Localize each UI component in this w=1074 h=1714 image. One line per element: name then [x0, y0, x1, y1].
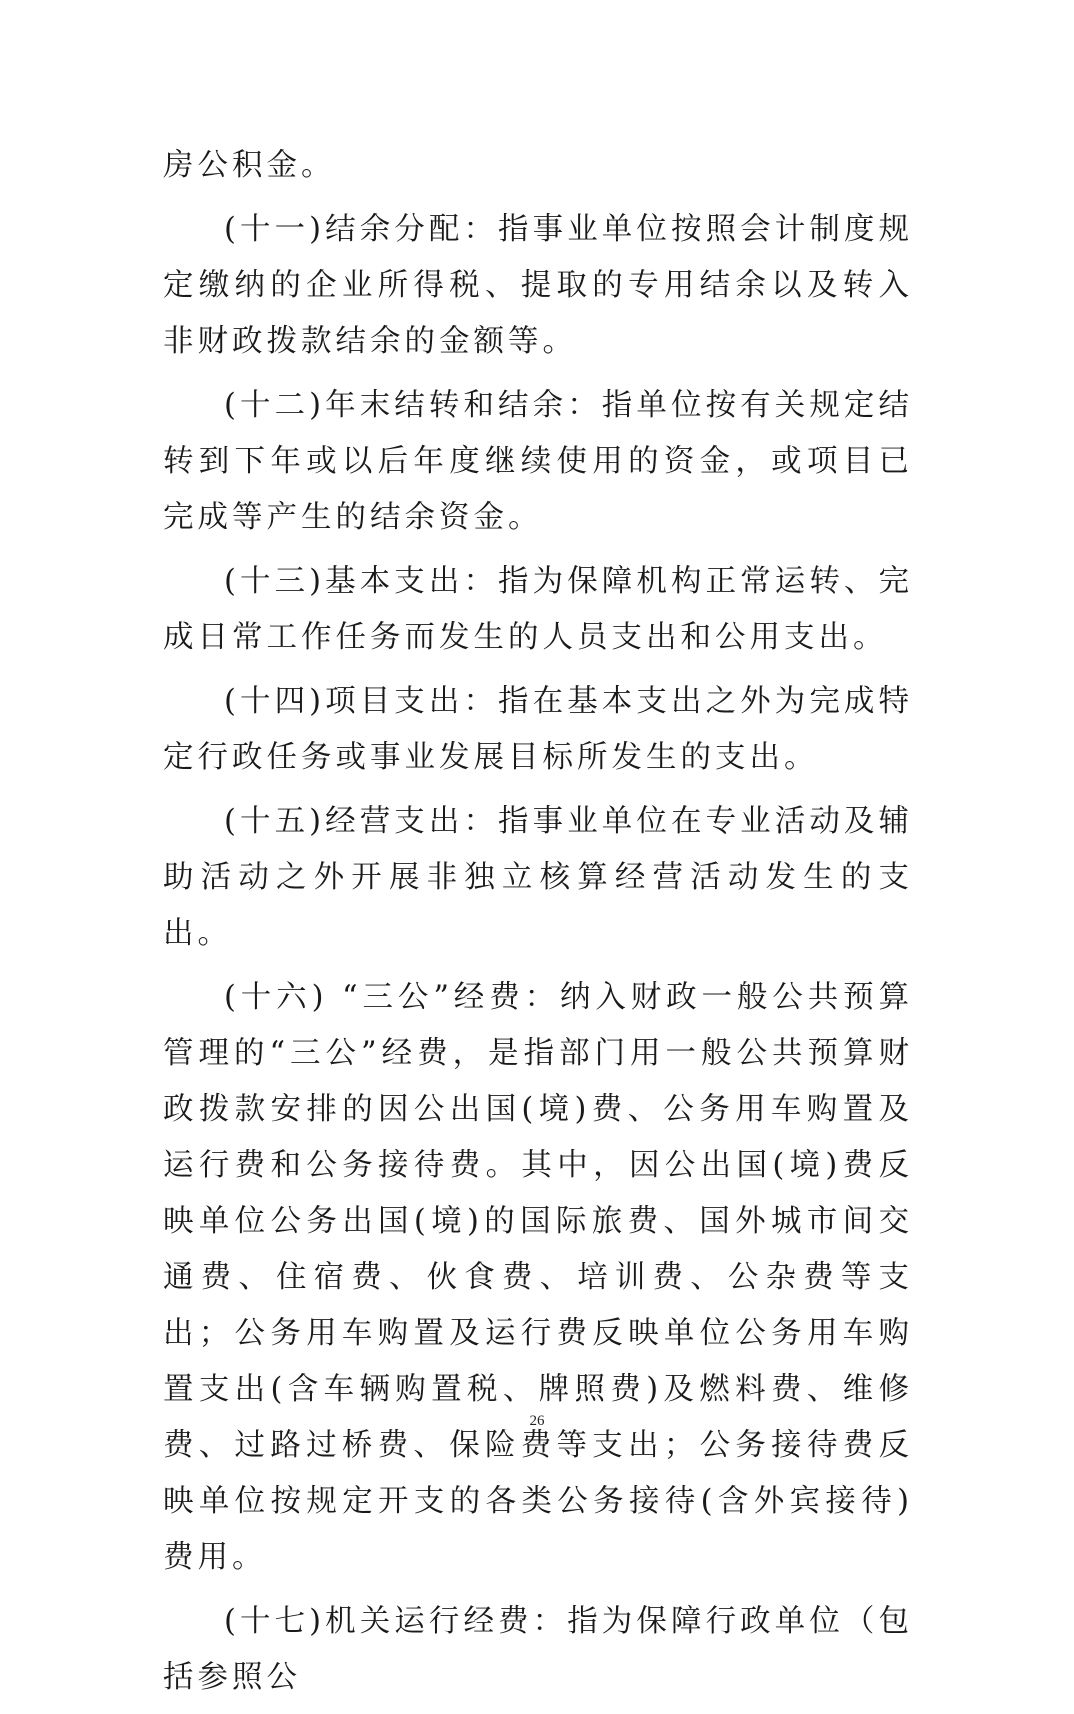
paragraph-surplus-distribution: (十一)结余分配：指事业单位按照会计制度规定缴纳的企业所得税、提取的专用结余以及转入非财政拨款结余的金额等。 [163, 212, 913, 359]
paragraph-continuation: 房公积金。 [163, 148, 336, 183]
paragraph-operating-expenditure: (十五)经营支出：指事业单位在专业活动及辅助活动之外开展非独立核算经营活动发生的支出。 [163, 804, 913, 951]
paragraph-three-public-expenses: (十六) “三公”经费：纳入财政一般公共预算管理的“三公”经费，是指部门用一般公共预算财政拨款安排的因公出国(境)费、公务用车购置及运行费和公务接待费。其中，因公出国(境)费反映单位公务出国(境)的国际旅费、国外城市间交通费、住宿费、伙食费、培训费、公杂费等支出；公务用车购置及运行费反映单位公务用车购置支出(含车辆购置税、牌照费)及燃料费、维修费、过路过桥费、保险费等支出；公务接待费反映单位按规定开支的各类公务接待(含外宾接待)费用。 [163, 980, 913, 1575]
paragraph-basic-expenditure: (十三)基本支出：指为保障机构正常运转、完成日常工作任务而发生的人员支出和公用支出。 [163, 564, 913, 655]
paragraph-agency-operating-funds: (十七)机关运行经费：指为保障行政单位（包括参照公 [163, 1604, 913, 1695]
paragraph-year-end-carryover: (十二)年末结转和结余：指单位按有关规定结转到下年或以后年度继续使用的资金，或项目已完成等产生的结余资金。 [163, 388, 913, 535]
body-text [163, 138, 913, 1714]
paragraph-project-expenditure: (十四)项目支出：指在基本支出之外为完成特定行政任务或事业发展目标所发生的支出。 [163, 684, 913, 775]
page-number: 26 [529, 1413, 545, 1429]
